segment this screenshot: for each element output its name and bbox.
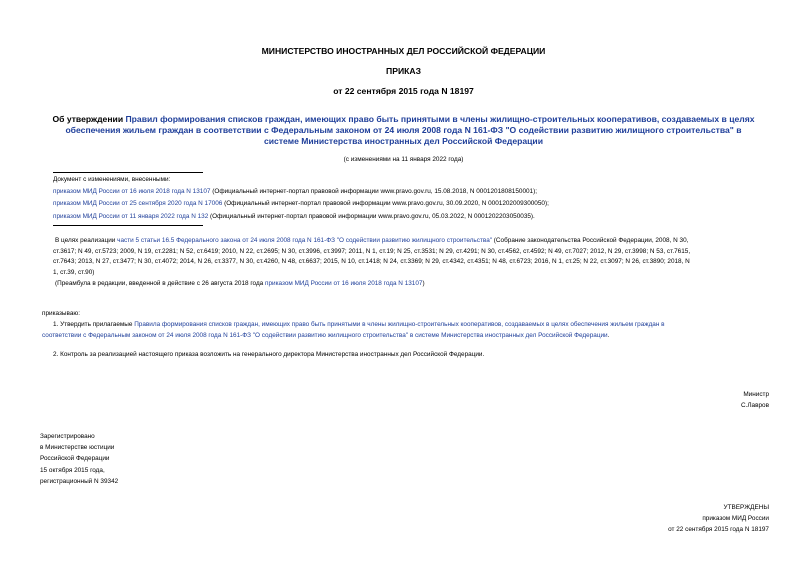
title-prefix: Об утверждении: [52, 114, 126, 124]
registration-block: Зарегистрировано в Министерстве юстиции Российской Федерации 15 октября 2015 года, регистрационный N 39342: [40, 433, 119, 485]
ministry-name: МИНИСТЕРСТВО ИНОСТРАННЫХ ДЕЛ РОССИЙСКОЙ ФЕДЕРАЦИИ: [261, 46, 546, 56]
signature-position: Министр: [743, 391, 769, 398]
amendment-item: приказом МИД России от 11 января 2022 года N 132 (Официальный интернет-портал правовой информации www.pravo.gov.ru, 05.03.2022, N 0001202203050035).: [53, 212, 535, 220]
divider-top: [53, 172, 203, 173]
title-link-line3[interactable]: системе Министерства иностранных дел Российской Федерации: [264, 136, 543, 146]
title-link-line2[interactable]: обеспечения жильем граждан в соответствии с Федеральным законом от 24 июля 2008 года N 161-ФЗ "О содействии развитию жилищного строительства" в: [65, 125, 742, 135]
amendment-link[interactable]: приказом МИД России от 16 июля 2018 года N 13107: [53, 188, 211, 195]
title-link[interactable]: Правил формирования списков граждан, имеющих право быть принятыми в члены жилищно-строительных кооперативов, создаваемых в целях: [125, 114, 755, 124]
amendment-reference-link[interactable]: приказом МИД России от 16 июля 2018 года N 13107: [265, 280, 423, 287]
amendment-link[interactable]: приказом МИД России от 11 января 2022 года N 132: [53, 212, 209, 220]
order-item-1: 1. Утвердить прилагаемые Правила формирования списков граждан, имеющих право быть принятыми в члены жилищно-строительных кооперативов, создаваемых в целях обеспечения жильем граждан в соответствии с Федеральным законом от 24 июля 2008 года N 161-ФЗ "О содействии развитию жилищного строительства" в системе Министерства иностранных дел Российской Федерации.: [42, 321, 665, 339]
amendment-item: приказом МИД России от 25 сентября 2020 года N 17006 (Официальный интернет-портал правовой информации www.pravo.gov.ru, 30.09.2020, N 0001202009300050);: [53, 200, 549, 208]
rules-link[interactable]: Правила формирования списков граждан, имеющих право быть принятыми в члены жилищно-строительных кооперативов, создаваемых в целях обеспечения жильем граждан в: [134, 321, 665, 328]
amendment-item: приказом МИД России от 16 июля 2018 года N 13107 (Официальный интернет-портал правовой информации www.pravo.gov.ru, 15.08.2018, N 0001201808150001);: [53, 188, 538, 195]
divider-bottom: [53, 225, 203, 226]
amendment-link[interactable]: приказом МИД России от 25 сентября 2020 года N 17006: [53, 200, 223, 208]
revision-note: (с изменениями на 11 января 2022 года): [343, 156, 464, 163]
preamble-paragraph: В целях реализации части 5 статьи 16.5 Федерального закона от 24 июля 2008 года N 161-ФЗ "О содействии развитию жилищного строительства" (Собрание законодательства Российской Федерации, 2008, N 30, ст.3617; N 49, ст.5723; 2009, N 19, ст.2281; N 52, ст.6419; 2010, N 22, ст.2695; N 30, ст.3996, ст.3997; 2011, N 1, ст.19; N 25, ст.3531; N 29, ст.4291; N 30, ст.4562, ст.4592; N 49, ст.7027; 2012, N 29, ст.3998; N 53, ст.7615, ст.7643; 2013, N 27, ст.3477; N 30, ст.4072; 2014, N 26, ст.3377, N 30, ст.4260, N 48, ст.6637; 2015, N 10, ст.1418; N 24, ст.3369; N 29, ст.4342, ст.4351; N 48, ст.6723; 2016, N 1, ст.25; N 22, ст.3097; N 26, ст.3890; 2018, N 1, ст.39, ст.90): [53, 237, 691, 276]
rules-link-line2[interactable]: соответствии с Федеральным законом от 24 июля 2008 года N 161-ФЗ "О содействии развитию жилищного строительства" в системе Министерства иностранных дел Российской Федерации: [42, 331, 608, 339]
document-title: [20, 114, 787, 147]
signature-name: С.Лавров: [740, 402, 769, 409]
law-link[interactable]: части 5 статьи 16.5 Федерального закона от 24 июля 2008 года N 161-ФЗ "О содействии развитию жилищного строительства": [117, 237, 493, 244]
approval-block: УТВЕРЖДЕНЫ приказом МИД России от 22 сентября 2015 года N 18197: [668, 504, 769, 534]
amendments-heading: Документ с изменениями, внесенными:: [53, 176, 171, 183]
order-command: приказываю:: [42, 310, 80, 317]
document-type: ПРИКАЗ: [386, 66, 421, 76]
document-date-number: от 22 сентября 2015 года N 18197: [333, 86, 474, 96]
preamble-note: (Преамбула в редакции, введенной в действие с 26 августа 2018 года приказом МИД России от 16 июля 2018 года N 13107): [55, 280, 425, 287]
amendments-list: [53, 186, 773, 223]
order-item-2: 2. Контроль за реализацией настоящего приказа возложить на генерального директора Министерства иностранных дел Российской Федерации.: [53, 351, 485, 358]
